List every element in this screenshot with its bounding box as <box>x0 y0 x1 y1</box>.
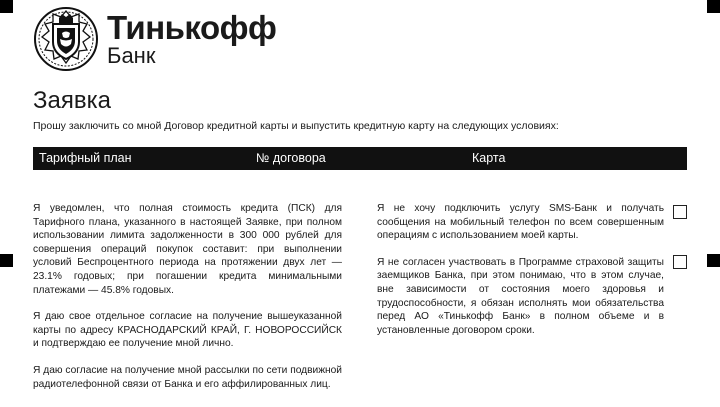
insurance-opt-out-text: Я не согласен участвовать в Программе страховой защиты заемщиков Банка, при этом понимаю, что в этом случае, вне зависимости от состояния моего здоровья и трудоспособности, я обязан исполнять мои обязательства перед АО «Тинькофф Банк» в полном объеме и в установленные договором сроки. <box>377 256 664 336</box>
column-header-tariff-plan: Тарифный план <box>39 151 132 165</box>
page-title: Заявка <box>33 87 111 114</box>
sms-bank-opt-out-text: Я не хочу подключить услугу SMS-Банк и получать сообщения на мобильный телефон по всем совершенным операциям с использованием моей карты. <box>377 203 664 242</box>
registration-mark-mid-right <box>707 254 720 267</box>
psk-disclosure-paragraph: Я уведомлен, что полная стоимость кредита (ПСК) для Тарифного плана, указанного в настоящей Заявке, при полном использовании лимита задолженности в 300 000 рублей для совершения операций покупок составит: при выполнении условий Беспроцентного периода на протяжении двух лет — 23.1% годовых; при погашении кредита минимальными платежами — 45.8% годовых. <box>33 203 342 296</box>
bank-logo <box>33 6 276 72</box>
sms-bank-opt-out-checkbox[interactable] <box>673 205 687 219</box>
column-header-contract-number: № договора <box>256 151 326 165</box>
card-delivery-consent-paragraph: Я даю свое отдельное согласие на получение вышеуказанной карты по адресу КРАСНОДАРСКИЙ КРАЙ, Г. НОВОРОССИЙСК и подтверждаю ее получение мной лично. <box>33 311 342 350</box>
insurance-opt-out-checkbox[interactable] <box>673 255 687 269</box>
brand-name: Тинькофф <box>107 9 277 46</box>
tinkoff-shield-emblem-icon <box>33 6 99 72</box>
right-column <box>377 202 664 350</box>
brand-subtitle: Банк <box>107 43 156 68</box>
column-header-card: Карта <box>472 151 506 165</box>
intro-text: Прошу заключить со мной Договор кредитной карты и выпустить кредитную карту на следующих условиях: <box>33 120 559 132</box>
left-column <box>33 202 342 404</box>
registration-mark-mid-left <box>0 254 13 267</box>
registration-mark-top-left <box>0 0 13 13</box>
table-header <box>33 147 687 170</box>
mailing-consent-paragraph: Я даю согласие на получение мной рассылки по сети подвижной радиотелефонной связи от Банка и его аффилированных лиц. <box>33 364 342 390</box>
registration-mark-top-right <box>707 0 720 13</box>
